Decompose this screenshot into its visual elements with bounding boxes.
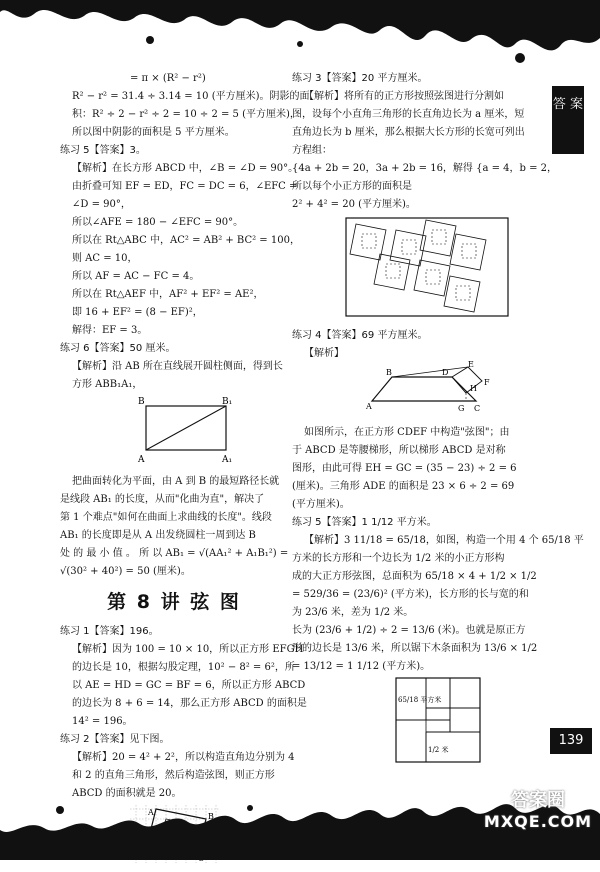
text-line: 如图所示，在正方形 CDEF 中构造"弦图"；由 [304, 427, 510, 438]
text-line: 第 1 个难点"如何在曲面上求曲线的长度"。线段 [60, 512, 272, 523]
watermark-line2: MXQE.COM [483, 812, 593, 831]
text-line: {4a + 2b = 20，3a + 2b = 16，解得 {a = 4，b = 2， [292, 163, 558, 174]
text-line: ABCD 的面积就是 20。 [72, 788, 182, 799]
label-a: A [366, 402, 372, 411]
text-line: 所以在 Rt△ABC 中，AC² = AB² + BC² = 100， [72, 235, 300, 246]
label-a1: A₁ [222, 455, 233, 465]
text-line: 是线段 AB₁ 的长度，从而"化曲为直"，解决了 [60, 494, 265, 505]
text-line: 方程组： [292, 145, 332, 156]
text-line: 【解析】20 = 4² + 2²，所以构造直角边分别为 4 [72, 752, 295, 763]
text-line: 成的大正方形弦图，总面积为 65/18 × 4 + 1/2 × 1/2 [292, 571, 537, 582]
text-line: 【解析】3 11/18 = 65/18，如图，构造一个用 4 个 65/18 平 [304, 535, 584, 546]
trapezoid-figure [292, 360, 544, 417]
text-line: 即 16 + EF² = (8 − EF)²， [72, 307, 203, 318]
text-line: 【解析】因为 100 = 10 × 10，所以正方形 EFGH [72, 644, 304, 655]
text-line: 2² + 4² = 20 (平方厘米)。 [292, 199, 416, 210]
text-line: √(30² + 40²) = 50 (厘米)。 [60, 566, 191, 577]
label-e: E [468, 360, 474, 369]
ink-splash-top [0, 0, 600, 70]
label-h: H [470, 384, 477, 393]
text-line: 所以在 Rt△AEF 中，AF² + EF² = AE²， [72, 289, 264, 300]
text-line: ∠D = 90°， [72, 199, 131, 210]
text-line: 直角边长为 b 厘米，那么根据大长方形的长宽可列出 [292, 127, 525, 138]
text-line: 形的边长是 13/6 米，所以锯下木条面积为 13/6 × 1/2 [292, 643, 538, 654]
label-b: B [138, 397, 145, 407]
label-c: C [474, 404, 481, 413]
text-line: (平方厘米)。 [292, 499, 350, 510]
label-d: D [442, 368, 449, 377]
text-line: 和 2 的直角三角形，然后构造弦图，则正方形 [72, 770, 275, 781]
exercise-answer: 练习 2【答案】见下图。 [60, 734, 170, 745]
lecture-heading: 第 8 讲 弦 图 [107, 591, 241, 613]
text-line: AB₁ 的长度即是从 A 出发绕圆柱一周到达 B [60, 530, 256, 541]
label-side: 1/2 米 [428, 746, 449, 754]
rectangle-squares-figure [292, 214, 544, 320]
page-number: 139 [550, 728, 592, 754]
label-g: G [458, 404, 465, 413]
text-line: 所以图中阴影的面积是 5 平方厘米。 [72, 127, 235, 138]
cylinder-unfold-rectangle-figure [60, 394, 288, 466]
label-area: 65/18 平方米 [398, 696, 442, 704]
text-line: 【解析】在长方形 ABCD 中，∠B = ∠D = 90°。 [72, 163, 299, 174]
text-line: (厘米)。三角形 ADE 的面积是 23 × 6 ÷ 2 = 69 [292, 481, 515, 492]
text-line: 长为 (23/6 + 1/2) ÷ 2 = 13/6 (米)。也就是原正方 [292, 625, 526, 636]
text-line: 则 AC = 10， [72, 253, 138, 264]
label-a: A [148, 808, 154, 817]
label-a: A [138, 455, 145, 465]
exercise-answer: 练习 6【答案】50 厘米。 [60, 343, 176, 354]
text-line: 方米的长方形和一个边长为 1/2 米的小正方形构 [292, 553, 505, 564]
exercise-answer: 练习 5【答案】3。 [60, 145, 146, 156]
text-line: 解得：EF = 3。 [72, 325, 148, 336]
text-line: = π × (R² − r²) [130, 73, 206, 84]
text-line: 由折叠可知 EF = ED，FC = DC = 6，∠EFC = [72, 181, 298, 192]
side-tab-answers: 答 案 [552, 86, 584, 154]
exercise-answer: 练习 1【答案】196。 [60, 626, 159, 637]
text-line: 所以每个小正方形的面积是 [292, 181, 412, 192]
label-b: B [386, 368, 392, 377]
label-b: B [208, 812, 214, 821]
text-line: 为 23/6 米，差为 1/2 米。 [292, 607, 414, 618]
text-line: 【解析】沿 AB 所在直线展开圆柱侧面，得到长 [72, 361, 283, 372]
text-line: 于 ABCD 是等腰梯形，所以梯形 ABCD 是对称 [292, 445, 506, 456]
watermark [478, 790, 598, 832]
text-line: 【解析】 [304, 348, 344, 359]
text-line: 方形 ABB₁A₁， [72, 379, 143, 390]
wood-square-chord-figure [292, 676, 544, 764]
text-line: = 529/36 = (23/6)² (平方米)，长方形的长与宽的和 [292, 589, 529, 600]
text-line: 以 AE = HD = GC = BF = 6，所以正方形 ABCD [72, 680, 306, 691]
text-line: R² − r² = 31.4 ÷ 3.14 = 10 (平方厘米)。阴影的面 [72, 91, 310, 102]
text-line: 所以∠AFE = 180 − ∠EFC = 90°。 [72, 217, 244, 228]
text-line: 把曲面转化为平面，由 A 到 B 的最短路径长就 [72, 476, 280, 487]
text-line: 【解析】将所有的正方形按照弦图进行分割如 [304, 91, 504, 102]
exercise-answer: 练习 4【答案】69 平方厘米。 [292, 330, 428, 341]
text-line: 14² = 196。 [72, 716, 133, 727]
label-b1: B₁ [222, 397, 233, 407]
text-line: = 13/12 = 1 1/12 (平方米)。 [292, 661, 431, 672]
text-line: 积：R² ÷ 2 − r² ÷ 2 = 10 ÷ 2 = 5 (平方厘米)， [72, 109, 300, 120]
text-line: 图形，由此可得 EH = GC = (35 − 23) ÷ 2 = 6 [292, 463, 517, 474]
text-line: 处 的 最 小 值 。 所 以 AB₁ = √(AA₁² + A₁B₁²) = [60, 548, 289, 559]
watermark-line1: 答案圈 [511, 790, 565, 811]
exercise-answer: 练习 5【答案】1 1/12 平方米。 [292, 517, 437, 528]
text-line: 所以 AF = AC − FC = 4。 [72, 271, 200, 282]
text-line: 的边长为 8 + 6 = 14，那么正方形 ABCD 的面积是 [72, 698, 307, 709]
text-line: 的边长是 10，根据勾股定理，10² − 8² = 6²，所 [72, 662, 295, 673]
left-column [60, 70, 310, 872]
label-f: F [484, 378, 490, 387]
exercise-answer: 练习 3【答案】20 平方厘米。 [292, 73, 428, 84]
text-line: 图，设每个小直角三角形的长直角边长为 a 厘米，短 [292, 109, 525, 120]
